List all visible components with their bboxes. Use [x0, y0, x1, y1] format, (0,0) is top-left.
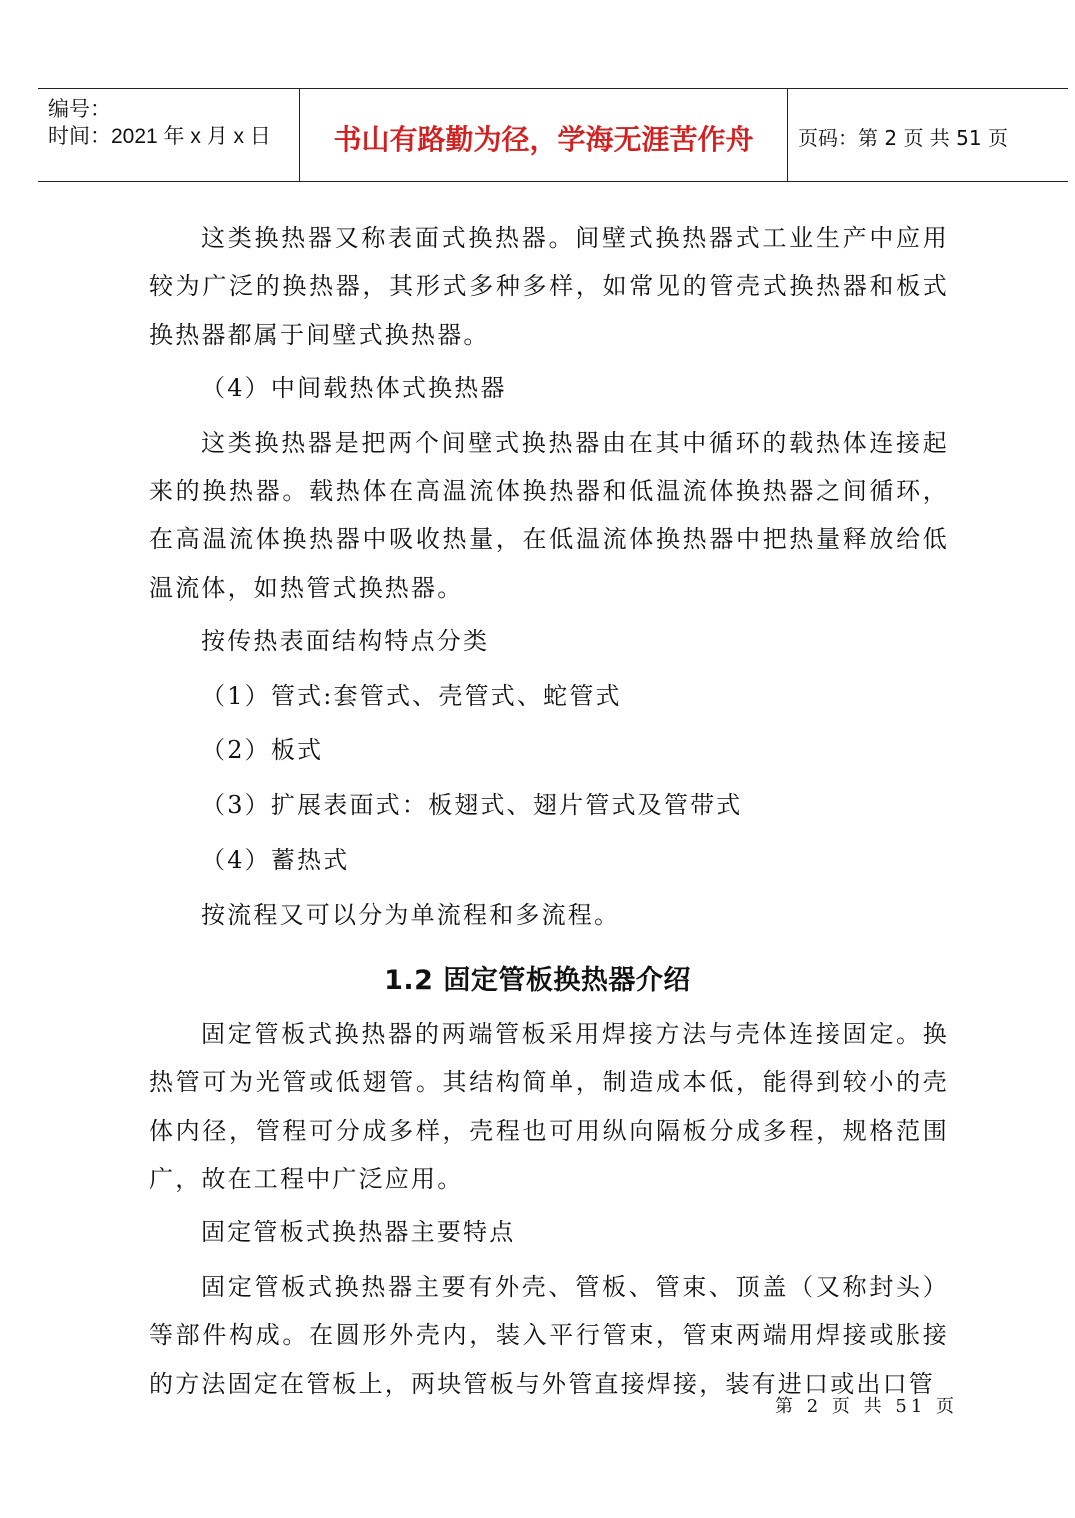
- page-code: 页码：第 2 页 共 51 页: [798, 126, 1008, 150]
- body-paragraph: 这类换热器是把两个间壁式换热器由在其中循环的载热体连接起来的换热器。载热体在高温流体换热器和低温流体换热器之间循环，在高温流体换热器中吸收热量，在低温流体换热器中把热量释放给低温流体，如热管式换热器。: [149, 428, 949, 602]
- subheading-intermediate-carrier: （4）中间载热体式换热器: [201, 373, 507, 402]
- motto-text: 书山有路勤为径，学海无涯苦作舟: [333, 123, 754, 156]
- list-item: （3）扩展表面式：板翅式、翅片管式及管带式: [201, 791, 743, 820]
- header-pagecode-cell: [788, 89, 1068, 181]
- body-paragraph: 固定管板式换热器主要有外壳、管板、管束、顶盖（又称封头）等部件构成。在圆形外壳内，装入平行管束，管束两端用焊接或胀接的方法固定在管板上，两块管板与外管直接焊接，装有进口或出口管: [149, 1272, 949, 1398]
- body-section-2: [149, 1010, 949, 1413]
- body-paragraph: 这类换热器又称表面式换热器。间壁式换热器式工业生产中应用较为广泛的换热器，其形式多种多样，如常见的管壳式换热器和板式换热器都属于间壁式换热器。: [149, 224, 949, 349]
- classification-heading: 按传热表面结构特点分类: [201, 626, 490, 655]
- features-heading: 固定管板式换热器主要特点: [201, 1218, 516, 1247]
- document-number-label: 编号：: [48, 98, 111, 121]
- page-footer: 第 2 页 共 51 页: [775, 1396, 958, 1417]
- document-header: [38, 88, 1068, 182]
- body-paragraph: 固定管板式换热器的两端管板采用焊接方法与壳体连接固定。换热管可为光管或低翅管。其结构简单，制造成本低，能得到较小的壳体内径，管程可分成多样，壳程也可用纵向隔板分成多程，规格范围广，故在工程中广泛应用。: [149, 1020, 949, 1193]
- body-section-1: [149, 214, 949, 946]
- header-motto-cell: [300, 89, 788, 181]
- closing-sentence: 按流程又可以分为单流程和多流程。: [201, 900, 621, 929]
- document-date: 时间：2021 年 x 月 x 日: [48, 125, 271, 148]
- list-item: （4）蓄热式: [201, 846, 350, 875]
- list-item: （2）板式: [201, 736, 324, 765]
- section-heading: 1.2 固定管板换热器介绍: [384, 965, 691, 996]
- header-meta-cell: [38, 89, 300, 181]
- list-item: （1）管式:套管式、壳管式、蛇管式: [201, 681, 622, 710]
